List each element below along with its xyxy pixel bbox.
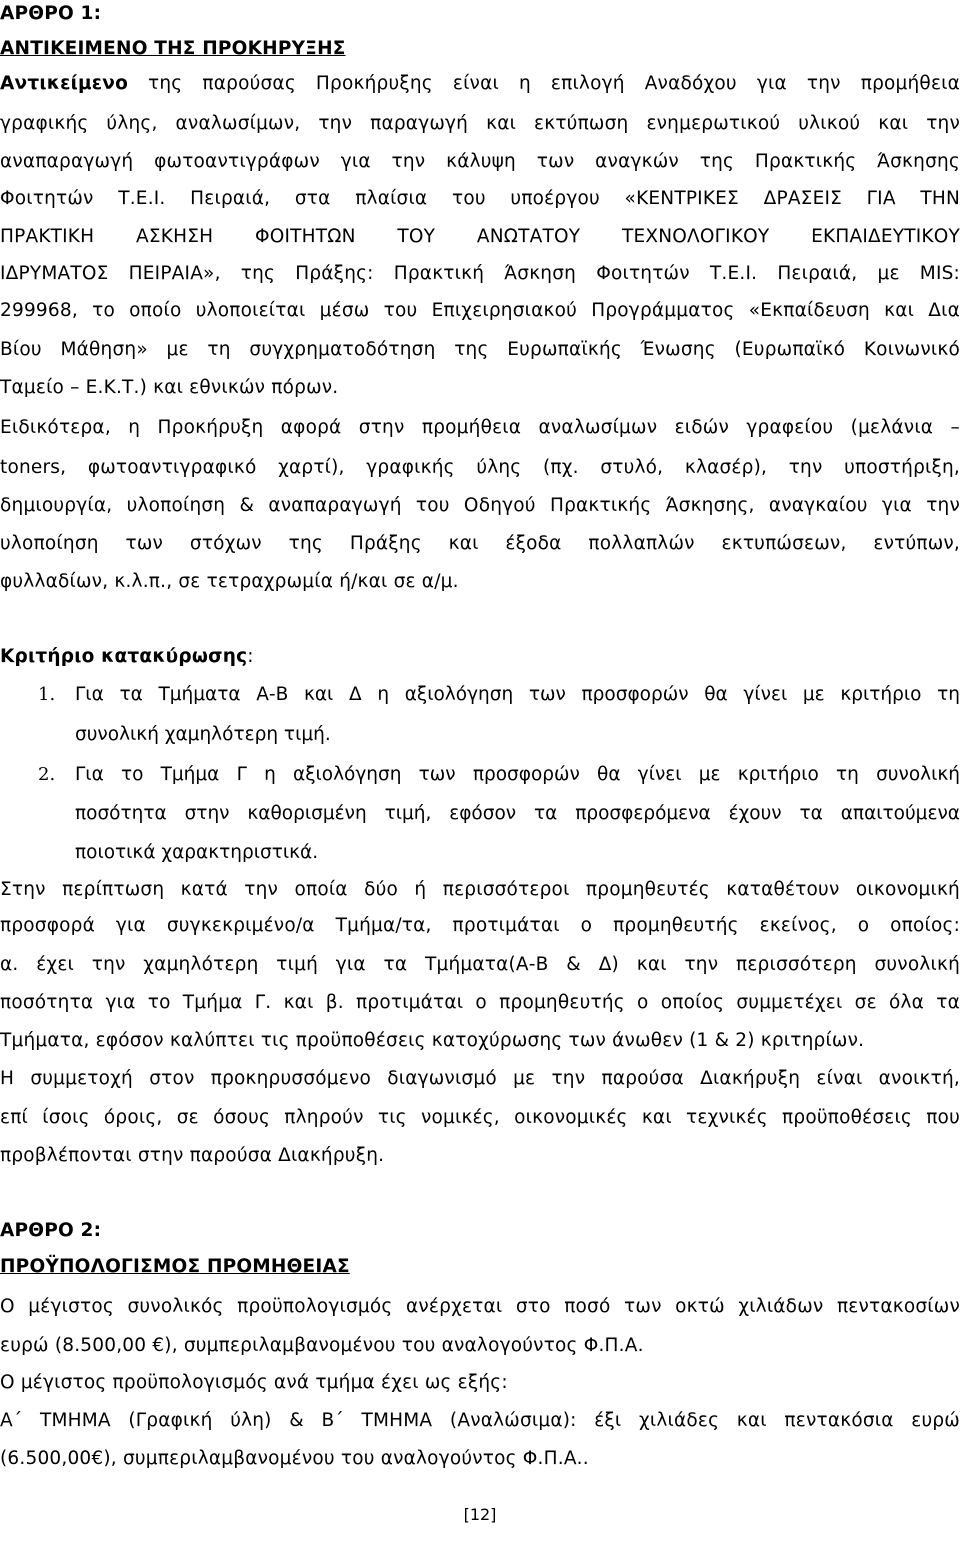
paragraph-line: Στην περίπτωση κατά την οποία δύο ή περισσότεροι προμηθευτές καταθέτουν οικονομική: [0, 879, 960, 900]
paragraph-line: ΙΔΡΥΜΑΤΟΣ ΠΕΙΡΑΙΑ», της Πράξης: Πρακτική Άσκηση Φοιτητών Τ.Ε.Ι. Πειραιά, με MIS:: [0, 263, 960, 284]
list-number: 2.: [38, 764, 56, 785]
article-2-heading: ΑΡΘΡΟ 2:: [0, 1220, 102, 1241]
paragraph-line: ευρώ (8.500,00 €), συμπεριλαμβανομένου του αναλογούντος Φ.Π.Α.: [0, 1335, 644, 1356]
article-1-heading: ΑΡΘΡΟ 1:: [0, 3, 102, 24]
paragraph-line: Ειδικότερα, η Προκήρυξη αφορά στην προμήθεια αναλωσίμων ειδών γραφείου (μελάνια –: [0, 417, 960, 438]
article-2-subtitle: ΠΡΟΫΠΟΛΟΓΙΣΜΟΣ ΠΡΟΜΗΘΕΙΑΣ: [0, 1256, 350, 1277]
list-item-line: ποιοτικά χαρακτηριστικά.: [75, 842, 319, 863]
paragraph-line: επί ίσοις όροις, σε όσους πληρούν τις νομικές, οικονομικές και τεχνικές προϋποθέσεις που: [0, 1107, 960, 1128]
paragraph-line: Φοιτητών Τ.Ε.Ι. Πειραιά, στα πλαίσια του υποέργου «ΚΕΝΤΡΙΚΕΣ ΔΡΑΣΕΙΣ ΓΙΑ ΤΗΝ: [0, 188, 960, 209]
paragraph-line: ΠΡΑΚΤΙΚΗ ΑΣΚΗΣΗ ΦΟΙΤΗΤΩΝ ΤΟΥ ΑΝΩΤΑΤΟΥ ΤΕΧΝΟΛΟΓΙΚΟΥ ΕΚΠΑΙΔΕΥΤΙΚΟΥ: [0, 226, 960, 247]
list-item-line: Για τα Τμήματα Α-Β και Δ η αξιολόγηση των προσφορών θα γίνει με κριτήριο τη: [75, 684, 960, 705]
paragraph-line: δημιουργία, υλοποίηση & αναπαραγωγή του Οδηγού Πρακτικής Άσκησης, αναγκαίου για την: [0, 495, 960, 516]
paragraph-line: ποσότητα για το Τμήμα Γ. και β. προτιμάται ο προμηθευτής ο οποίος συμμετέχει σε όλα τα: [0, 992, 960, 1013]
paragraph-line: Ο μέγιστος συνολικός προϋπολογισμός ανέρχεται στο ποσό των οκτώ χιλιάδων πεντακοσίων: [0, 1296, 960, 1317]
paragraph-line: toners, φωτοαντιγραφικό χαρτί), γραφικής ύλης (πχ. στυλό, κλασέρ), την υποστήριξη,: [0, 457, 960, 478]
list-item-line: ποσότητα στην καθορισμένη τιμή, εφόσον τα προσφερόμενα έχουν τα απαιτούμενα: [75, 803, 960, 824]
criterion-heading: Κριτήριο κατακύρωσης:: [0, 646, 254, 667]
paragraph-line: (6.500,00€), συμπεριλαμβανομένου του αναλογούντος Φ.Π.Α..: [0, 1448, 589, 1469]
paragraph-line: Α΄ ΤΜΗΜΑ (Γραφική ύλη) & Β΄ ΤΜΗΜΑ (Αναλώσιμα): έξι χιλιάδες και πεντακόσια ευρώ: [0, 1410, 960, 1431]
paragraph-line: α. έχει την χαμηλότερη τιμή για τα Τμήματα(Α-Β & Δ) και την περισσότερη συνολική: [0, 954, 960, 975]
paragraph-line: προσφορά για συγκεκριμένο/α Τμήμα/τα, προτιμάται ο προμηθευτής εκείνος, ο οποίος:: [0, 915, 960, 936]
paragraph-line: προβλέπονται στην παρούσα Διακήρυξη.: [0, 1145, 385, 1166]
lead-word: Αντικείμενο: [0, 73, 129, 94]
paragraph-line: Ο μέγιστος προϋπολογισμός ανά τμήμα έχει ως εξής:: [0, 1372, 508, 1393]
page-number: [12]: [463, 1505, 497, 1524]
paragraph-line: γραφικής ύλης, αναλωσίμων, την παραγωγή και εκτύπωση ενημερωτικού υλικού και την: [0, 113, 960, 134]
list-item-line: Για το Τμήμα Γ η αξιολόγηση των προσφορών θα γίνει με κριτήριο τη συνολική: [75, 764, 960, 785]
paragraph-line: Τμήματα, εφόσον καλύπτει τις προϋποθέσεις κατοχύρωσης των άνωθεν (1 & 2) κριτηρίων.: [0, 1030, 865, 1051]
paragraph-line: υλοποίηση των στόχων της Πράξης και έξοδα πολλαπλών εκτυπώσεων, εντύπων,: [0, 533, 960, 554]
paragraph-line: Ταμείο – Ε.Κ.Τ.) και εθνικών πόρων.: [0, 377, 339, 398]
list-number: 1.: [38, 684, 56, 705]
paragraph-line: φυλλαδίων, κ.λ.π., σε τετραχρωμία ή/και σε α/μ.: [0, 571, 459, 592]
paragraph-line: αναπαραγωγή φωτοαντιγράφων για την κάλυψη των αναγκών της Πρακτικής Άσκησης: [0, 151, 960, 172]
paragraph-line: Αντικείμενο της παρούσας Προκήρυξης είναι η επιλογή Αναδόχου για την προμήθεια: [0, 73, 960, 94]
paragraph-line: Βίου Μάθηση» με τη συγχρηματοδότηση της Ευρωπαϊκής Ένωσης (Ευρωπαϊκό Κοινωνικό: [0, 339, 960, 360]
list-item-line: συνολική χαμηλότερη τιμή.: [75, 724, 331, 745]
paragraph-line: 299968, το οποίο υλοποιείται μέσω του Επιχειρησιακού Προγράμματος «Εκπαίδευση και Δια: [0, 300, 960, 321]
paragraph-line: Η συμμετοχή στον προκηρυσσόμενο διαγωνισμό με την παρούσα Διακήρυξη είναι ανοικτή,: [0, 1068, 960, 1089]
article-1-subtitle: ΑΝΤΙΚΕΙΜΕΝΟ ΤΗΣ ΠΡΟΚΗΡΥΞΗΣ: [0, 38, 346, 59]
